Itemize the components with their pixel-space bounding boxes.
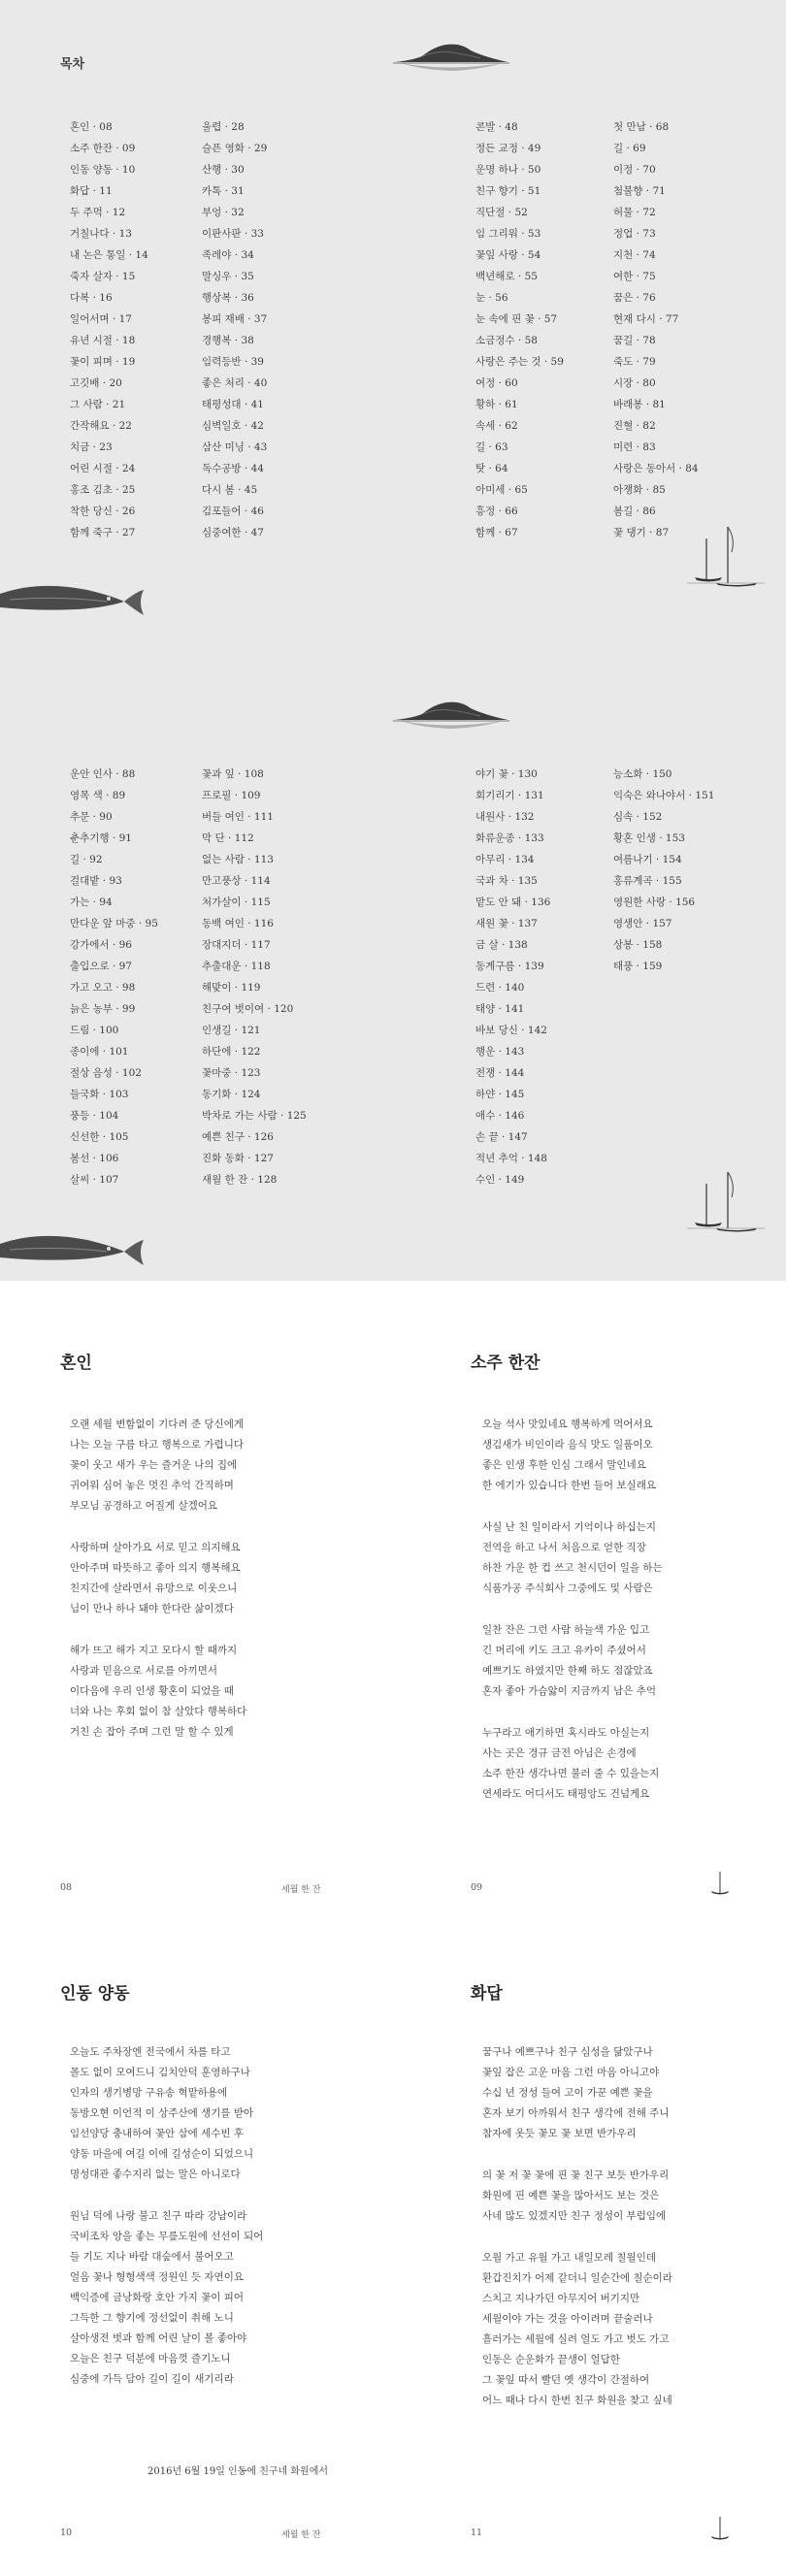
toc-entry[interactable]: 허물 · 72 (613, 207, 656, 218)
poem-line: 참자에 옷듯 꽃모 꽃 보면 반가우리 (482, 2128, 637, 2139)
toc-entry[interactable]: 길 · 69 (613, 143, 646, 154)
poem-line: 화원에 핀 예쁜 꽃을 많아서도 보는 것은 (482, 2190, 660, 2201)
stanza (482, 2042, 672, 2144)
toc-entry[interactable]: 이판사판 · 33 (202, 228, 264, 240)
boat-ink-icon (708, 2513, 732, 2540)
toc-entry[interactable]: 간작해요 · 22 (70, 420, 132, 432)
toc-entry[interactable]: 길 · 63 (475, 441, 508, 453)
poem-line: 귀여워 심어 놓은 멋진 추억 간직하며 (70, 1480, 234, 1491)
poem-title: 인동 양동 (60, 1984, 130, 2004)
poem-line: 소주 한잔 생각나면 불러 줄 수 있을는지 (482, 1768, 660, 1779)
toc-entry[interactable]: 부엉 · 32 (202, 207, 245, 218)
poem-line: 친지간에 살라면서 유망으로 이웃으니 (70, 1582, 238, 1594)
toc-entry[interactable]: 꽃이 피며 · 19 (70, 356, 136, 368)
toc-entry[interactable]: 혼인 · 08 (70, 121, 113, 133)
toc-entry[interactable]: 운명 하나 · 50 (475, 164, 541, 176)
toc-entry[interactable]: 소금정수 · 58 (475, 335, 538, 346)
toc-entry[interactable]: 야기 꽃 · 130 (475, 768, 538, 780)
toc-entry[interactable]: 카톡 · 31 (202, 185, 245, 197)
toc-entry[interactable]: 전쟁 · 144 (475, 1067, 525, 1079)
toc-entry[interactable]: 김포들어 · 46 (202, 505, 264, 517)
toc-entry[interactable]: 장대지더 · 117 (202, 939, 271, 951)
running-title: 세월 한 잔 (281, 2530, 321, 2540)
poem-line: 식품가공 주식회사 그중에도 및 사람은 (482, 1582, 653, 1594)
island-ink-illustration (393, 39, 509, 78)
stanza (70, 1538, 246, 1619)
toc-entry[interactable]: 꽃 댕기 · 87 (613, 527, 670, 538)
poem-spread (0, 1281, 786, 1926)
poem-line: 오늘도 주차장엔 전국에서 차를 타고 (70, 2046, 231, 2058)
poem-line: 국비조차 앙을 좋는 무릎도원에 선선이 되어 (70, 2231, 264, 2242)
toc-entry[interactable]: 능소화 · 150 (613, 768, 672, 780)
toc-entry[interactable]: 눈 · 56 (475, 292, 508, 304)
toc-entry[interactable]: 탓 · 64 (475, 463, 508, 474)
poem-title: 화답 (471, 1984, 503, 2004)
poem-line: 한 에기가 있습니다 한번 들어 보실래요 (482, 1480, 656, 1491)
toc-entry[interactable]: 상봉 · 158 (613, 939, 663, 951)
page-number: 08 (60, 1882, 73, 1893)
table-of-contents (0, 0, 786, 1281)
toc-entry[interactable]: 홍류계곡 · 155 (613, 875, 682, 887)
toc-entry[interactable]: 내 논은 통일 · 14 (70, 249, 148, 261)
poem-line: 그 꽃잎 따서 빨던 옛 생각이 간절하여 (482, 2374, 650, 2386)
fish-ink-illustration (0, 1223, 146, 1281)
toc-entry[interactable]: 꿈길 · 78 (613, 335, 656, 346)
stanza (70, 1415, 246, 1516)
toc-entry[interactable]: 태양 · 141 (475, 1003, 525, 1015)
toc-entry[interactable]: 동기화 · 124 (202, 1089, 261, 1100)
toc-entry[interactable]: 가는 · 94 (70, 897, 113, 908)
poem-line: 오월 가고 유월 가고 내일모레 칠월인데 (482, 2252, 656, 2264)
poem-body (482, 2042, 672, 2432)
toc-entry[interactable]: 들국화 · 103 (70, 1089, 129, 1100)
toc-entry[interactable]: 꿈은 · 76 (613, 292, 656, 304)
toc-entry[interactable]: 미련 · 83 (613, 441, 656, 453)
toc-entry[interactable]: 화류운종 · 133 (475, 832, 544, 844)
poem-line: 해가 뜨고 해가 지고 모다시 할 때까지 (70, 1645, 238, 1656)
poem-line: 사는 곳은 경규 금전 아님은 손경에 (482, 1747, 637, 1759)
toc-column (70, 116, 148, 543)
page-number: 09 (471, 1882, 483, 1893)
stanza (482, 1620, 663, 1702)
poem-line: 인동은 순운화가 끝생이 얼답한 (482, 2354, 620, 2365)
poem-title: 혼인 (60, 1353, 92, 1373)
poem-line: 이다음에 우리 인생 황혼이 되었을 때 (70, 1685, 234, 1697)
toc-entry[interactable]: 독수공방 · 44 (202, 463, 264, 474)
toc-entry[interactable]: 흥정 · 66 (475, 505, 518, 517)
toc-entry[interactable]: 영원한 사랑 · 156 (613, 897, 696, 908)
running-title: 세월 한 잔 (281, 1885, 321, 1895)
stanza (482, 2166, 672, 2227)
toc-entry[interactable]: 막 단 · 112 (202, 832, 254, 844)
poem-line: 살아생전 벗과 함께 어린 날이 볼 좋아야 (70, 2332, 247, 2344)
stanza (70, 2042, 263, 2185)
toc-entry[interactable]: 인생길 · 121 (202, 1025, 261, 1036)
toc-entry[interactable]: 여름나기 · 154 (613, 854, 682, 865)
toc-entry[interactable]: 그 사람 · 21 (70, 399, 126, 410)
poem-line: 거친 손 잡아 주며 그런 말 할 수 있게 (70, 1726, 234, 1738)
toc-entry[interactable]: 영목 색 · 89 (70, 790, 126, 801)
toc-entry[interactable]: 함께 죽구 · 27 (70, 527, 136, 538)
poem-line: 들 기도 지나 바람 대숲에서 불어오고 (70, 2251, 234, 2263)
toc-entry[interactable]: 사랑은 주는 것 · 59 (475, 356, 564, 368)
toc-entry[interactable]: 봄길 · 86 (613, 505, 656, 517)
toc-entry[interactable]: 친구여 벗이여 · 120 (202, 1003, 294, 1015)
poem-body (482, 1415, 663, 1826)
toc-entry[interactable]: 행운 · 143 (475, 1046, 525, 1058)
poem-line: 사네 많도 있겠지만 친구 정성이 부럽임에 (482, 2210, 667, 2222)
toc-entry[interactable]: 금 살 · 138 (475, 939, 528, 951)
toc-entry[interactable]: 프로필 · 109 (202, 790, 261, 801)
toc-entry[interactable]: 눈 속에 핀 꽃 · 57 (475, 313, 558, 325)
poem-line: 예쁘기도 하였지만 한째 하도 점잖았죠 (482, 1665, 653, 1677)
toc-entry[interactable]: 하얀 · 145 (475, 1089, 525, 1100)
toc-entry[interactable]: 출입으로 · 97 (70, 961, 132, 972)
toc-entry[interactable]: 신선한 · 105 (70, 1131, 129, 1143)
toc-entry[interactable]: 추출대운 · 118 (202, 961, 271, 972)
toc-entry[interactable]: 진혈 · 82 (613, 420, 656, 432)
toc-entry[interactable]: 시장 · 80 (613, 377, 656, 389)
boat-ink-icon (708, 1868, 732, 1895)
toc-entry[interactable]: 죽도 · 79 (613, 356, 656, 368)
stanza (70, 2206, 263, 2390)
toc-entry[interactable]: 영생안 · 157 (613, 918, 672, 929)
island-ink-illustration (393, 697, 509, 735)
toc-entry[interactable]: 동계구름 · 139 (475, 961, 544, 972)
toc-entry[interactable]: 황혼 인생 · 153 (613, 832, 685, 844)
poem-line: 수십 년 정성 들여 고이 가꾼 예쁜 꽃을 (482, 2087, 653, 2099)
toc-entry[interactable]: 아미세 · 65 (475, 484, 528, 496)
toc-entry[interactable]: 정든 교정 · 49 (475, 143, 541, 154)
poem-line: 혼자 좋아 가슴앓이 지금까지 남은 추억 (482, 1685, 656, 1697)
poem-line: 안아주며 따뜻하고 좋아 의지 행복해요 (70, 1562, 241, 1574)
toc-entry[interactable]: 임 그리워 · 53 (475, 228, 541, 240)
poem-line: 전역을 하고 나서 처음으로 얻한 직장 (482, 1542, 646, 1553)
boat-ink-illustration (687, 519, 765, 587)
toc-entry[interactable]: 직단절 · 52 (475, 207, 528, 218)
toc-entry[interactable]: 손 끝 · 147 (475, 1131, 528, 1143)
toc-entry[interactable]: 드림 · 100 (70, 1025, 119, 1036)
toc-entry[interactable]: 거칠나다 · 13 (70, 228, 132, 240)
poem-line: 좋은 인생 후한 인심 그래서 말인네요 (482, 1459, 646, 1471)
poem-line: 부모님 공경하고 어질게 살겠어요 (70, 1500, 218, 1512)
toc-entry[interactable]: 익숙은 와나야서 · 151 (613, 790, 715, 801)
toc-entry[interactable]: 맡도 안 돼 · 136 (475, 897, 551, 908)
toc-entry[interactable]: 꽃마중 · 123 (202, 1067, 261, 1079)
poem-spread (0, 1926, 786, 2571)
page-number: 10 (60, 2527, 73, 2538)
page-number: 11 (471, 2527, 483, 2538)
toc-entry[interactable]: 강가에서 · 96 (70, 939, 132, 951)
toc-entry[interactable]: 애수 · 146 (475, 1110, 525, 1122)
toc-entry[interactable]: 해맞이 · 119 (202, 982, 261, 994)
toc-column (70, 764, 158, 1190)
poem-line: 동방오현 이언적 이 상주산에 생기를 받아 (70, 2107, 254, 2119)
toc-entry[interactable]: 임력등반 · 39 (202, 356, 264, 368)
toc-entry[interactable]: 치금 · 23 (70, 441, 113, 453)
poem-line: 명성대관 좋수지리 없는 말은 아니로다 (70, 2168, 241, 2180)
toc-entry[interactable]: 좋은 처리 · 40 (202, 377, 268, 389)
toc-entry[interactable]: 친구 향기 · 51 (475, 185, 541, 197)
stanza (482, 2248, 672, 2411)
toc-entry[interactable]: 회기리기 · 131 (475, 790, 544, 801)
toc-entry[interactable]: 적년 추억 · 148 (475, 1153, 547, 1164)
toc-entry[interactable]: 하단에 · 122 (202, 1046, 261, 1058)
toc-entry[interactable]: 절상 음성 · 102 (70, 1067, 142, 1079)
poem-line: 꽃이 웃고 새가 우는 즐거운 나의 집에 (70, 1459, 238, 1471)
toc-entry[interactable]: 함께 · 67 (475, 527, 518, 538)
toc-entry[interactable]: 첫 만남 · 68 (613, 121, 670, 133)
poem-line: 어느 때나 다시 한번 친구 화원을 찾고 싶네 (482, 2395, 672, 2406)
toc-entry[interactable]: 삼산 미닝 · 43 (202, 441, 268, 453)
toc-entry[interactable]: 버들 여인 · 111 (202, 811, 274, 823)
toc-entry[interactable]: 태평성대 · 41 (202, 399, 264, 410)
toc-entry[interactable]: 아무리 · 134 (475, 854, 535, 865)
boat-ink-illustration (687, 1164, 765, 1232)
toc-entry[interactable]: 산행 · 30 (202, 164, 245, 176)
toc-column (613, 116, 699, 543)
toc-entry[interactable]: 고깃배 · 20 (70, 377, 122, 389)
poem-line: 얼음 꽃나 형형색색 정원인 듯 자연이요 (70, 2271, 244, 2283)
poem-line: 오늘 석사 맛있네요 행복하게 먹어서요 (482, 1418, 653, 1430)
toc-entry[interactable]: 어린 시절 · 24 (70, 463, 136, 474)
toc-title: 목차 (60, 57, 85, 72)
toc-entry[interactable]: 풍등 · 104 (70, 1110, 119, 1122)
toc-entry[interactable]: 봉피 재배 · 37 (202, 313, 268, 325)
toc-entry[interactable]: 바래봉 · 81 (613, 399, 666, 410)
poem-line: 의 꽃 저 꽃 꽃에 핀 꽃 친구 보듯 반가우리 (482, 2169, 670, 2181)
poem-line: 원님 덕에 나랑 불고 친구 따라 강남이라 (70, 2210, 247, 2222)
poem-line: 사실 난 친 일이라서 기억이나 하십는지 (482, 1521, 656, 1533)
toc-entry[interactable]: 국과 차 · 135 (475, 875, 538, 887)
toc-entry[interactable]: 다시 봄 · 45 (202, 484, 258, 496)
toc-entry[interactable]: 죽자 살자 · 15 (70, 271, 136, 282)
toc-entry[interactable]: 홍조 김초 · 25 (70, 484, 136, 496)
toc-column (202, 764, 307, 1190)
toc-entry[interactable]: 내원사 · 132 (475, 811, 535, 823)
poem-line: 오늘은 친구 덕분에 마음껏 즐기노니 (70, 2353, 231, 2364)
toc-entry[interactable]: 슬픈 영화 · 29 (202, 143, 268, 154)
toc-entry[interactable]: 수인 · 149 (475, 1174, 525, 1186)
toc-column (475, 116, 564, 543)
poem-line: 사랑과 믿음으로 서로를 아끼면서 (70, 1665, 218, 1677)
toc-entry[interactable]: 착한 당신 · 26 (70, 505, 136, 517)
toc-entry[interactable]: 진화 동화 · 127 (202, 1153, 274, 1164)
poem-line: 몰도 없이 모여드니 김치안덕 훈영하구나 (70, 2067, 250, 2078)
toc-entry[interactable]: 여정 · 60 (475, 377, 518, 389)
toc-entry[interactable]: 처가살이 · 115 (202, 897, 271, 908)
toc-entry[interactable]: 콘발 · 48 (475, 121, 518, 133)
fish-ink-illustration (0, 572, 146, 631)
toc-entry[interactable]: 소주 한잔 · 09 (70, 143, 136, 154)
poem-line: 인자의 생기병망 구유송 혁맡하용에 (70, 2087, 228, 2099)
toc-entry[interactable]: 만고풍상 · 114 (202, 875, 271, 887)
stanza (482, 1415, 663, 1496)
poem-line: 환갑진치가 어제 같더니 일순간에 칠순이라 (482, 2272, 672, 2284)
toc-entry[interactable]: 박차로 가는 사람 · 125 (202, 1110, 307, 1122)
toc-entry[interactable]: 정업 · 73 (613, 228, 656, 240)
toc-entry[interactable]: 태풍 · 159 (613, 961, 663, 972)
toc-column (613, 764, 714, 977)
toc-entry[interactable]: 꽃잎 사랑 · 54 (475, 249, 541, 261)
toc-entry[interactable]: 심속 · 152 (613, 811, 663, 823)
toc-entry[interactable]: 첨불향 · 71 (613, 185, 666, 197)
toc-entry[interactable]: 울렵 · 28 (202, 121, 245, 133)
toc-entry[interactable]: 동백 여인 · 116 (202, 918, 274, 929)
toc-entry[interactable]: 백년해로 · 55 (475, 271, 538, 282)
toc-entry[interactable]: 아쟁화 · 85 (613, 484, 666, 496)
poem-line: 꽃잎 잡은 고운 마음 그런 마음 아니고야 (482, 2067, 660, 2078)
toc-entry[interactable]: 경행복 · 38 (202, 335, 254, 346)
poem-line: 나는 오늘 구름 타고 행복으로 가렵니다 (70, 1439, 244, 1451)
poem-line: 일찬 잔은 그런 사람 하늘색 가운 입고 (482, 1624, 650, 1636)
toc-entry[interactable]: 늙은 농부 · 99 (70, 1003, 136, 1015)
poem-line: 생김새가 비인이라 음식 맛도 일품이오 (482, 1439, 653, 1451)
poem-line: 연세라도 어디서도 태평앙도 건넘게요 (482, 1788, 650, 1800)
poem-line: 님이 만나 하나 돼야 한다란 삶이겠다 (70, 1603, 234, 1614)
poem-line: 사랑하며 살아가요 서로 믿고 의지해요 (70, 1542, 241, 1553)
toc-entry[interactable]: 황하 · 61 (475, 399, 518, 410)
toc-entry[interactable]: 추문 · 90 (70, 811, 113, 823)
poem-body (70, 1415, 246, 1764)
toc-entry[interactable]: 행상복 · 36 (202, 292, 254, 304)
toc-entry[interactable]: 바보 당신 · 142 (475, 1025, 547, 1036)
poem-line: 양동 마을에 여길 이에 길성순이 되었으니 (70, 2148, 254, 2160)
toc-entry[interactable]: 말싱우 · 35 (202, 271, 254, 282)
toc-entry[interactable]: 운안 인사 · 88 (70, 768, 136, 780)
toc-entry[interactable]: 심벽일호 · 42 (202, 420, 264, 432)
toc-entry[interactable]: 드련 · 140 (475, 982, 525, 994)
poem-line: 하찬 가운 한 컵 쓰고 천시던이 일을 하는 (482, 1562, 663, 1574)
poem-line: 임선양당 충내하여 꽃안 삼에 세수빈 후 (70, 2128, 244, 2139)
toc-entry[interactable]: 살씨 · 107 (70, 1174, 119, 1186)
toc-entry[interactable]: 지천 · 74 (613, 249, 656, 261)
poem-line: 긴 머리에 키도 크고 유카이 주셨어서 (482, 1645, 646, 1656)
stanza (70, 1641, 246, 1743)
stanza (482, 1723, 663, 1805)
toc-column (475, 764, 550, 1190)
toc-column (202, 116, 267, 543)
toc-entry[interactable]: 새월 한 잔 · 128 (202, 1174, 278, 1186)
poem-line: 그득한 그 향기에 정선없이 취해 노니 (70, 2312, 234, 2324)
toc-entry[interactable]: 길 · 92 (70, 854, 103, 865)
toc-entry[interactable]: 걸대밭 · 93 (70, 875, 122, 887)
toc-entry[interactable]: 심중여한 · 47 (202, 527, 264, 538)
toc-entry[interactable]: 두 주먹 · 12 (70, 207, 126, 218)
toc-entry[interactable]: 예쁜 친구 · 126 (202, 1131, 274, 1143)
toc-entry[interactable]: 화답 · 11 (70, 185, 113, 197)
stanza (482, 1517, 663, 1599)
poem-body (70, 2042, 263, 2411)
toc-entry[interactable]: 새원 꽃 · 137 (475, 918, 538, 929)
toc-entry[interactable]: 종이에 · 101 (70, 1046, 129, 1058)
toc-entry[interactable]: 속세 · 62 (475, 420, 518, 432)
toc-entry[interactable]: 다복 · 16 (70, 292, 113, 304)
poem-line: 심중에 가득 담아 길이 길이 새기리라 (70, 2373, 234, 2385)
poem-line: 세월이야 가는 것을 아이려며 끝술러나 (482, 2313, 653, 2325)
toc-entry[interactable]: 춘추기행 · 91 (70, 832, 132, 844)
toc-entry[interactable]: 없는 사람 · 113 (202, 854, 274, 865)
toc-entry[interactable]: 가고 오고 · 98 (70, 982, 136, 994)
poem-line: 오랜 세월 변함없이 기다려 준 당신에게 (70, 1418, 244, 1430)
toc-entry[interactable]: 여한 · 75 (613, 271, 656, 282)
poem-line: 백익증에 금낭화랑 호안 가지 꽃이 피어 (70, 2292, 244, 2303)
poem-line: 누구라고 애기하면 혹시라도 아실는지 (482, 1727, 650, 1739)
toc-entry[interactable]: 꽃과 잎 · 108 (202, 768, 264, 780)
poem-line: 꿈구나 예쁘구나 친구 심성을 닮았구나 (482, 2046, 653, 2058)
toc-entry[interactable]: 봄선 · 106 (70, 1153, 119, 1164)
poem-line: 흘러가는 세월에 실려 얼도 가고 벗도 가고 (482, 2333, 670, 2345)
poem-line: 스치고 지나가던 아무지어 버기지만 (482, 2293, 640, 2304)
poem-date-note: 2016년 6월 19일 인동에 친구네 화원에서 (147, 2466, 329, 2477)
toc-entry[interactable]: 유년 시절 · 18 (70, 335, 136, 346)
toc-entry[interactable]: 만다운 앞 마중 · 95 (70, 918, 158, 929)
toc-entry[interactable]: 인동 양동 · 10 (70, 164, 136, 176)
toc-entry[interactable]: 일어서며 · 17 (70, 313, 132, 325)
toc-entry[interactable]: 족레야 · 34 (202, 249, 254, 261)
toc-entry[interactable]: 현재 다시 · 77 (613, 313, 679, 325)
poem-title: 소주 한잔 (471, 1353, 540, 1373)
toc-entry[interactable]: 이정 · 70 (613, 164, 656, 176)
toc-entry[interactable]: 사랑은 동아서 · 84 (613, 463, 699, 474)
poem-line: 혼자 보기 아까워서 친구 생각에 전해 주니 (482, 2107, 670, 2119)
poem-line: 너와 나는 후회 없이 참 살았다 행복하다 (70, 1706, 247, 1717)
